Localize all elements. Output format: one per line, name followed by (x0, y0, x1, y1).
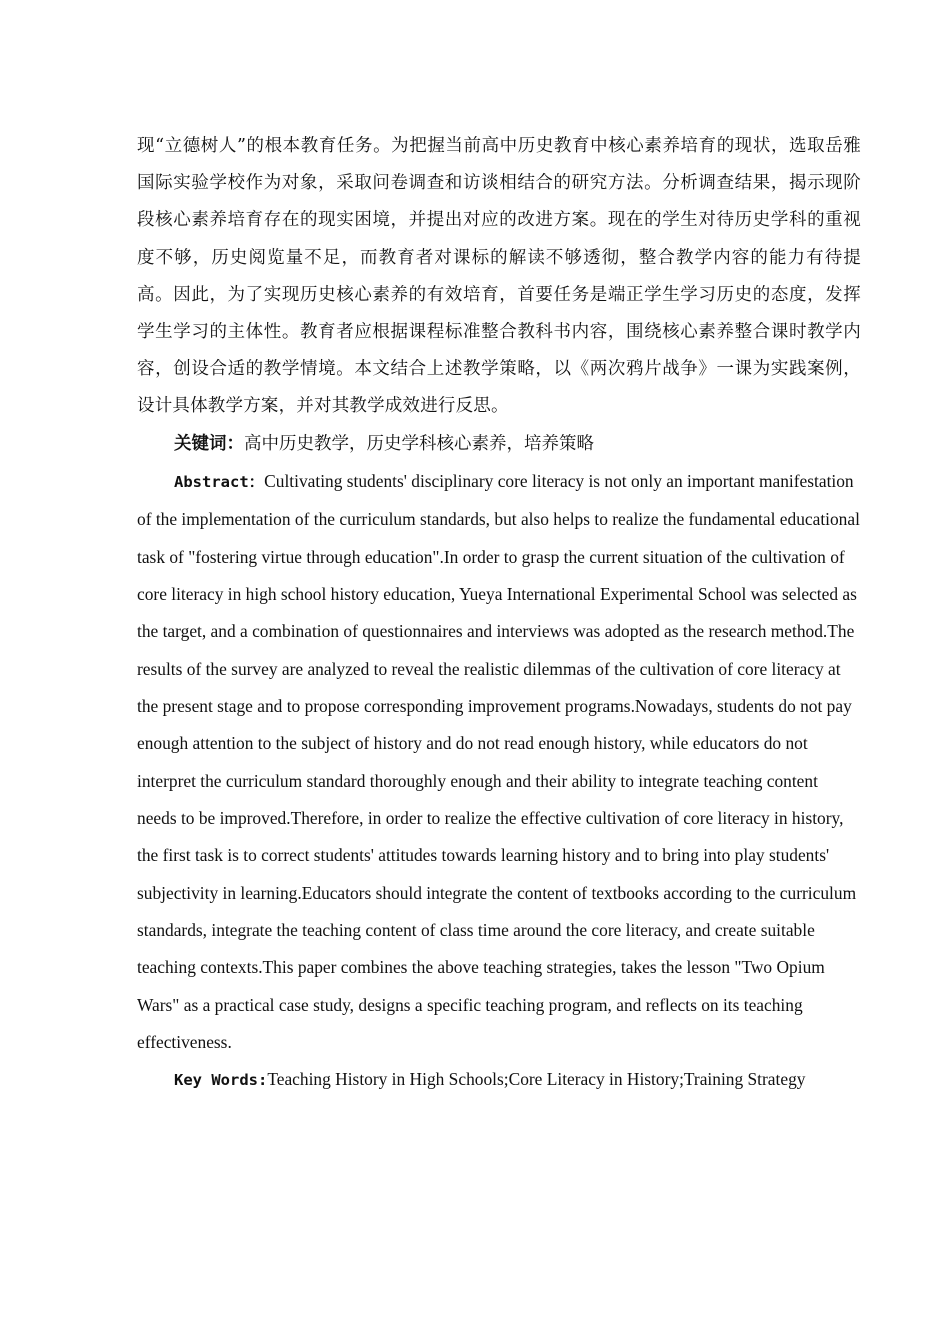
english-keywords-label: Key Words: (174, 1071, 268, 1090)
abstract-text: Cultivating students' disciplinary core literacy is not only an important manifestation of the implementation of the curriculum standards, but also helps to realize the fundamental educational task of "fostering virtue through education".In order to grasp the current situation of the cultivation of core literacy in high school history education, Yueya International Experimental School was selected as the target, and a combination of questionnaires and interviews was adopted as the research method.The results of the survey are analyzed to reveal the realistic dilemmas of the cultivation of core literacy at the present stage and to propose corresponding improvement programs.Nowadays, students do not pay enough attention to the subject of history and do not read enough history, while educators do not interpret the curriculum standard thoroughly enough and their ability to integrate teaching content needs to be improved.Therefore, in order to realize the effective cultivation of core literacy in history, the first task is to correct students' attitudes towards learning history and to bring into play students' subjectivity in learning.Educators should integrate the content of textbooks according to the curriculum standards, integrate the teaching content of class time around the core literacy, and create suitable teaching contexts.This paper combines the above teaching strategies, takes the lesson "Two Opium Wars" as a practical case study, designs a specific teaching program, and reflects on its teaching effectiveness. (137, 470, 860, 1052)
chinese-keywords-text: 高中历史教学，历史学科核心素养，培养策略 (244, 433, 594, 454)
chinese-keywords-label: 关键词： (174, 433, 244, 454)
english-keywords (137, 1061, 861, 1099)
chinese-keywords (137, 426, 861, 463)
english-keywords-text: Teaching History in High Schools;Core Literacy in History;Training Strategy (267, 1069, 806, 1090)
english-abstract (137, 463, 861, 1062)
chinese-abstract-paragraph: 现“立德树人”的根本教育任务。为把握当前高中历史教育中核心素养培育的现状，选取岳雅国际实验学校作为对象，采取问卷调查和访谈相结合的研究方法。分析调查结果，揭示现阶段核心素养培育存在的现实困境，并提出对应的改进方案。现在的学生对待历史学科的重视度不够，历史阅览量不足，而教育者对课标的解读不够透彻，整合教学内容的能力有待提高。因此，为了实现历史核心素养的有效培育，首要任务是端正学生学习历史的态度，发挥学生学习的主体性。教育者应根据课程标准整合教科书内容，围绕核心素养整合课时教学内容，创设合适的教学情境。本文结合上述教学策略，以《两次鸦片战争》一课为实践案例，设计具体教学方案，并对其教学成效进行反思。 (137, 136, 861, 417)
abstract-label: Abstract： (174, 472, 265, 491)
paper-page (137, 128, 861, 1100)
